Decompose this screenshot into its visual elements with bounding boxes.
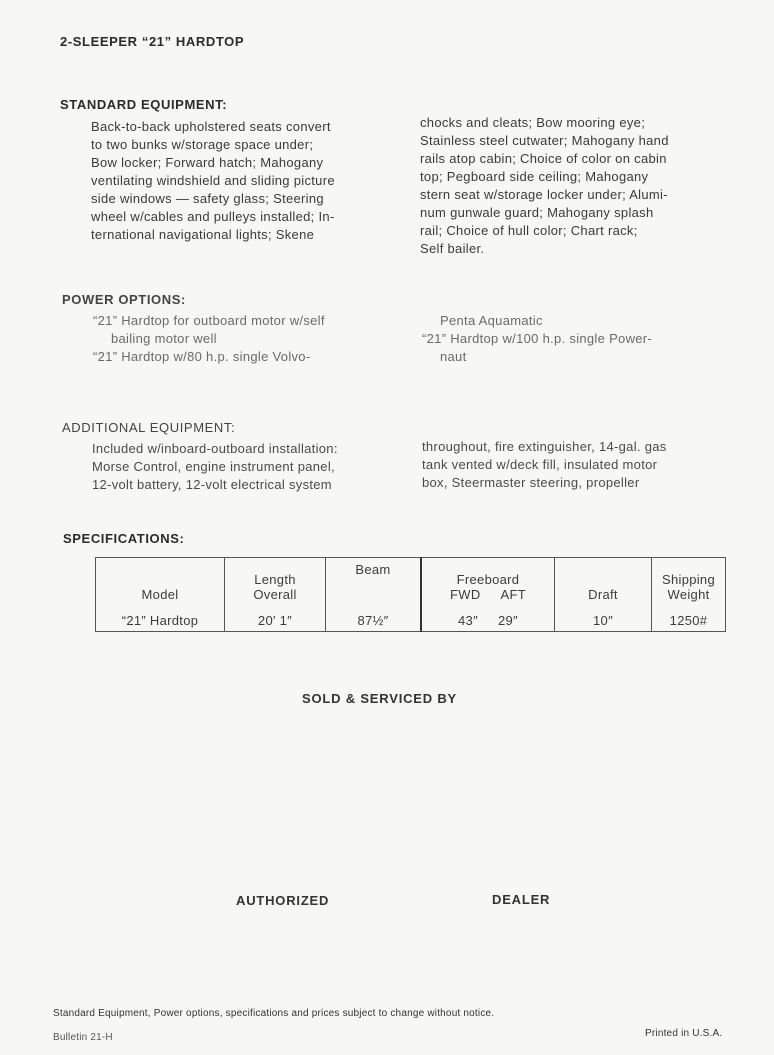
header-beam: Beam bbox=[326, 558, 422, 605]
text-line: Morse Control, engine instrument panel, bbox=[92, 459, 335, 474]
additional-heading: ADDITIONAL EQUIPMENT: bbox=[62, 420, 236, 435]
text-line: Self bailer. bbox=[420, 241, 485, 256]
text-line: 12-volt battery, 12-volt electrical system bbox=[92, 477, 332, 492]
text-line: Back-to-back upholstered seats convert bbox=[91, 119, 331, 134]
header-weight: Shipping Weight bbox=[652, 558, 726, 605]
cell-draft: 10″ bbox=[555, 604, 652, 632]
table-header-row bbox=[96, 558, 726, 605]
freeboard-label: Freeboard bbox=[456, 572, 520, 587]
standard-heading: STANDARD EQUIPMENT: bbox=[60, 97, 228, 112]
text-line: “21” Hardtop w/80 h.p. single Volvo- bbox=[93, 349, 311, 364]
text-line: Bow locker; Forward hatch; Mahogany bbox=[91, 155, 324, 170]
text-line: tank vented w/deck fill, insulated motor bbox=[422, 457, 658, 472]
freeboard-subheaders bbox=[426, 587, 550, 602]
text-line: Stainless steel cutwater; Mahogany hand bbox=[420, 133, 669, 148]
page-title: 2-SLEEPER “21” HARDTOP bbox=[60, 34, 245, 49]
power-right-text bbox=[422, 312, 728, 366]
authorized-label: AUTHORIZED bbox=[236, 893, 330, 908]
text-line: wheel w/cables and pulleys installed; In- bbox=[91, 209, 335, 224]
header-freeboard bbox=[421, 558, 555, 605]
power-heading: POWER OPTIONS: bbox=[62, 292, 186, 307]
text-line: rail; Choice of hull color; Chart rack; bbox=[420, 223, 638, 238]
cell-fwd: 43″ bbox=[458, 613, 478, 628]
text-line: Penta Aquamatic bbox=[440, 313, 543, 328]
text-line: stern seat w/storage locker under; Alumi- bbox=[420, 187, 668, 202]
table-row bbox=[96, 604, 726, 632]
specs-heading: SPECIFICATIONS: bbox=[63, 531, 185, 546]
text-line: rails atop cabin; Choice of color on cabin bbox=[420, 151, 667, 166]
header-length: Length Overall bbox=[225, 558, 326, 605]
text-line: throughout, fire extinguisher, 14-gal. gas bbox=[422, 439, 667, 454]
text-line: bailing motor well bbox=[111, 331, 217, 346]
cell-weight: 1250# bbox=[652, 604, 726, 632]
power-left-text bbox=[93, 312, 399, 366]
additional-left-text bbox=[92, 440, 397, 494]
text-line: “21” Hardtop w/100 h.p. single Power- bbox=[422, 331, 653, 346]
text-line: Included w/inboard-outboard installation: bbox=[92, 441, 338, 456]
freeboard-values bbox=[426, 613, 550, 628]
sold-serviced-label: SOLD & SERVICED BY bbox=[302, 691, 458, 706]
text-line: naut bbox=[440, 349, 467, 364]
text-line: top; Pegboard side ceiling; Mahogany bbox=[420, 169, 649, 184]
standard-right-text bbox=[420, 114, 726, 258]
header-fwd: FWD bbox=[450, 587, 481, 602]
header-draft: Draft bbox=[555, 558, 652, 605]
cell-beam: 87½″ bbox=[326, 604, 422, 632]
cell-length: 20′ 1″ bbox=[225, 604, 326, 632]
specs-table bbox=[95, 557, 726, 632]
change-notice: Standard Equipment, Power options, specifications and prices subject to change without notice. bbox=[53, 1008, 495, 1019]
header-model: Model bbox=[96, 558, 225, 605]
text-line: to two bunks w/storage space under; bbox=[91, 137, 314, 152]
dealer-label: DEALER bbox=[492, 892, 551, 907]
header-aft: AFT bbox=[500, 587, 526, 602]
cell-model: “21” Hardtop bbox=[96, 604, 225, 632]
additional-right-text bbox=[422, 438, 727, 492]
text-line: side windows — safety glass; Steering bbox=[91, 191, 324, 206]
text-line: chocks and cleats; Bow mooring eye; bbox=[420, 115, 646, 130]
text-line: ventilating windshield and sliding picture bbox=[91, 173, 335, 188]
text-line: box, Steermaster steering, propeller bbox=[422, 475, 640, 490]
cell-aft: 29″ bbox=[498, 613, 518, 628]
text-line: “21” Hardtop for outboard motor w/self bbox=[93, 313, 325, 328]
printed-in-label: Printed in U.S.A. bbox=[645, 1028, 723, 1039]
text-line: ternational navigational lights; Skene bbox=[91, 227, 315, 242]
bulletin-number: Bulletin 21-H bbox=[53, 1032, 113, 1043]
standard-left-text bbox=[91, 118, 397, 244]
text-line: num gunwale guard; Mahogany splash bbox=[420, 205, 654, 220]
cell-freeboard bbox=[421, 604, 555, 632]
